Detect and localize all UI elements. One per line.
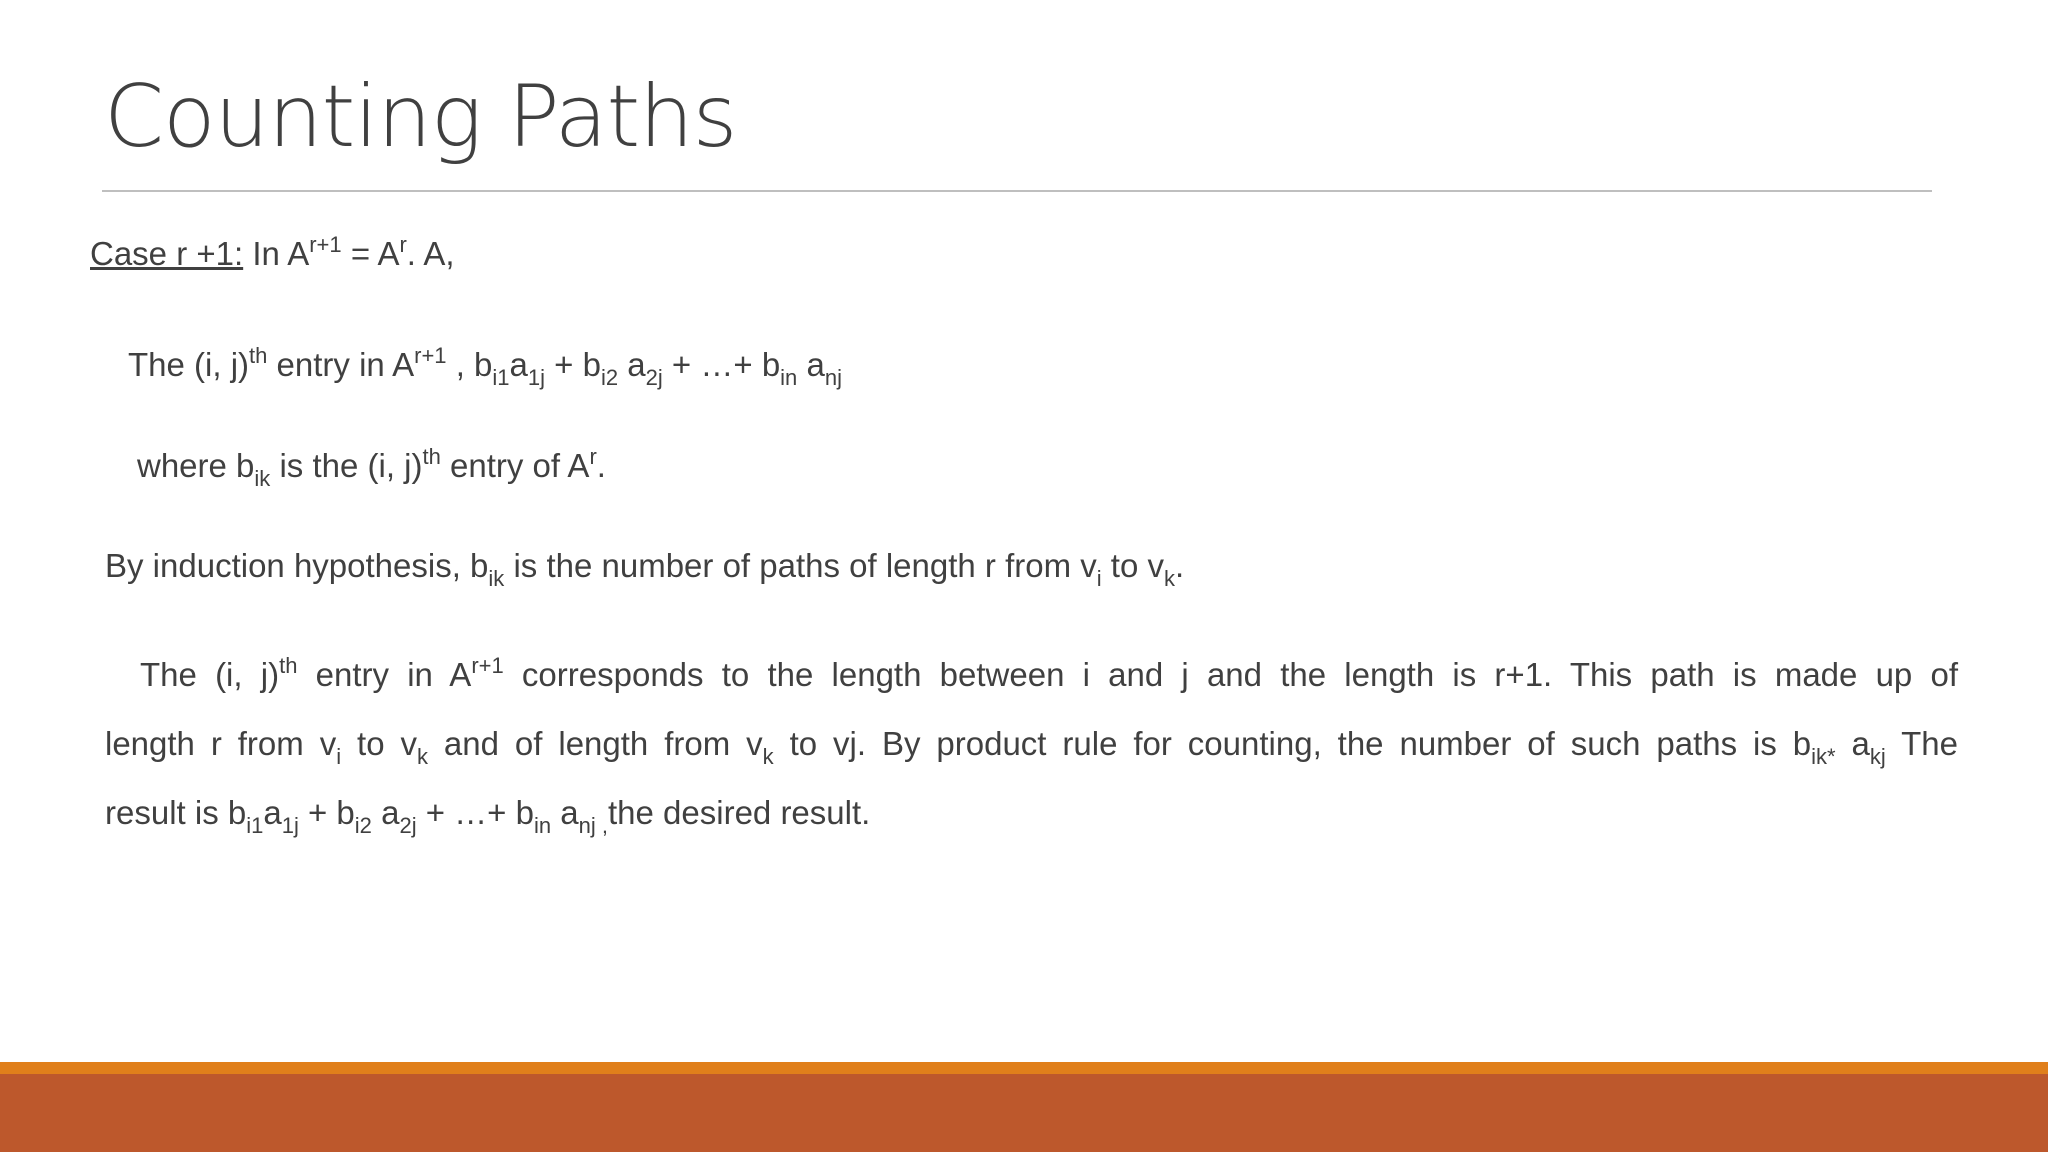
paragraph-text: to v: [341, 725, 417, 762]
paragraph-subscript: in: [533, 813, 552, 838]
paragraph-subscript: i2: [354, 813, 372, 838]
induction-text: .: [1175, 547, 1185, 584]
case-text: = A: [341, 235, 400, 272]
paragraph-text: The: [1885, 725, 1958, 762]
entry-text: a: [797, 346, 825, 383]
paragraph-text: the desired result.: [608, 794, 871, 831]
explanation-paragraph: [105, 640, 1958, 847]
induction-line: [105, 547, 1185, 591]
paragraph-text: The (i, j): [140, 656, 280, 693]
case-superscript: r: [399, 232, 407, 257]
induction-text: By induction hypothesis, b: [105, 547, 489, 584]
paragraph-text: corresponds to the length between i and j and the length is r+1. This path is made up of: [503, 656, 1959, 693]
slide-title: Counting Paths: [104, 67, 737, 167]
paragraph-subscript: i: [336, 744, 342, 769]
paragraph-text: a: [263, 794, 282, 831]
where-text: is the (i, j): [270, 447, 423, 484]
paragraph-text: to vj. By product rule for counting, the number of such paths is b: [773, 725, 1812, 762]
paragraph-subscript: i1: [246, 813, 264, 838]
entry-subscript: i2: [600, 365, 619, 390]
entry-superscript: th: [249, 343, 268, 368]
case-line: [90, 232, 455, 272]
entry-text: a: [509, 346, 528, 383]
paragraph-text: a: [1835, 725, 1870, 762]
where-superscript: r: [589, 444, 597, 469]
footer-accent-bar: [0, 1062, 2048, 1074]
case-text: In A: [243, 235, 310, 272]
entry-text: entry in A: [267, 346, 415, 383]
paragraph-subscript: k: [762, 744, 774, 769]
paragraph-row: [105, 709, 1958, 778]
entry-text: a: [618, 346, 646, 383]
entry-superscript: r+1: [414, 343, 447, 368]
entry-subscript: in: [780, 365, 798, 390]
induction-subscript: k: [1164, 566, 1175, 591]
paragraph-row: [105, 640, 1958, 709]
induction-text: to v: [1101, 547, 1164, 584]
paragraph-subscript: kj: [1869, 744, 1886, 769]
where-text: where b: [137, 447, 255, 484]
where-text: entry of A: [440, 447, 590, 484]
paragraph-subscript: ik*: [1811, 744, 1836, 769]
case-text: . A,: [406, 235, 455, 272]
entry-text: + …+ b: [662, 346, 781, 383]
paragraph-text: result is b: [105, 794, 247, 831]
entry-line: [128, 343, 842, 390]
paragraph-text: a: [371, 794, 400, 831]
footer-band: [0, 1074, 2048, 1152]
induction-subscript: ik: [488, 566, 505, 591]
where-line: [137, 444, 606, 491]
where-subscript: ik: [254, 466, 271, 491]
paragraph-subscript: nj ,: [578, 813, 608, 838]
paragraph-subscript: k: [416, 744, 428, 769]
entry-subscript: i1: [492, 365, 510, 390]
induction-text: is the number of paths of length r from v: [504, 547, 1097, 584]
paragraph-text: + b: [298, 794, 355, 831]
entry-text: + b: [545, 346, 601, 383]
where-superscript: th: [422, 444, 441, 469]
paragraph-subscript: 2j: [399, 813, 417, 838]
case-label: Case r +1:: [90, 235, 244, 272]
paragraph-superscript: th: [279, 653, 298, 678]
entry-text: , b: [446, 346, 493, 383]
where-text: .: [596, 447, 606, 484]
paragraph-text: entry in A: [297, 656, 472, 693]
entry-subscript: 2j: [645, 365, 663, 390]
entry-text: The (i, j): [128, 346, 250, 383]
entry-subscript: nj: [824, 365, 842, 390]
paragraph-text: and of length from v: [427, 725, 763, 762]
title-divider: [102, 190, 1932, 192]
paragraph-text: length r from v: [105, 725, 337, 762]
paragraph-text: a: [551, 794, 579, 831]
paragraph-superscript: r+1: [471, 653, 504, 678]
paragraph-text: + …+ b: [416, 794, 534, 831]
case-superscript: r+1: [309, 232, 342, 257]
paragraph-subscript: 1j: [281, 813, 299, 838]
paragraph-row: [105, 778, 1958, 847]
induction-subscript: i: [1096, 566, 1102, 591]
entry-subscript: 1j: [527, 365, 546, 390]
